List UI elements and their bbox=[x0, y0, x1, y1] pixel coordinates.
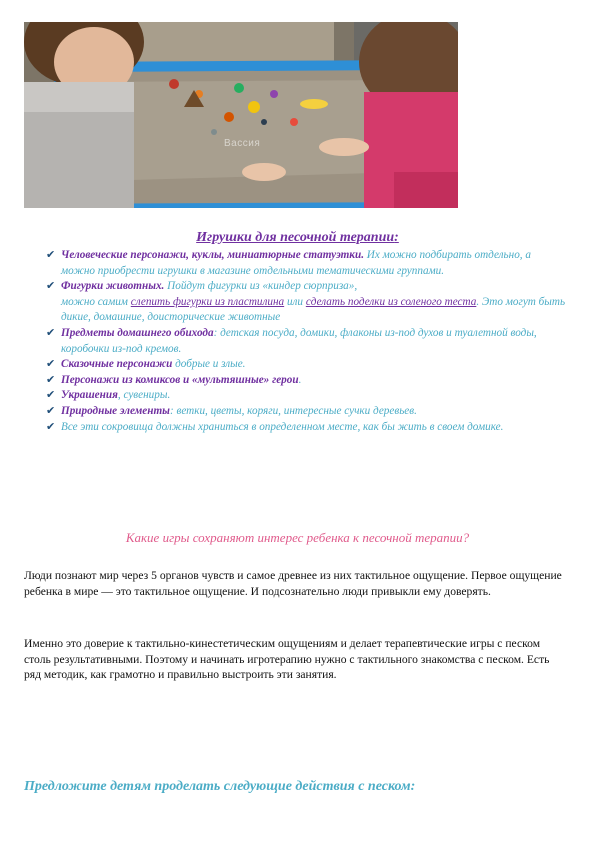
sand-therapy-photo bbox=[24, 22, 458, 208]
games-heading: Какие игры сохраняют интерес ребенка к песочной терапии? bbox=[125, 530, 470, 545]
list-item: ✔ Природные элементы: ветки, цветы, коряги, интересные сучки деревьев. bbox=[46, 404, 566, 420]
checkmark-icon: ✔ bbox=[46, 389, 56, 402]
checkmark-icon: ✔ bbox=[46, 420, 56, 433]
photo-watermark: Вассия bbox=[224, 138, 261, 149]
list-item: ✔ Сказочные персонажи добрые и злые. bbox=[46, 357, 566, 373]
list-item: ✔ Персонажи из комиксов и «мультяшные» герои. bbox=[46, 373, 566, 389]
toys-list bbox=[46, 248, 566, 435]
link-salt-dough[interactable]: сделать поделки из соленого теста bbox=[305, 295, 477, 308]
checkmark-icon: ✔ bbox=[46, 280, 56, 293]
paragraph-trust: Именно это доверие к тактильно-кинестетическим ощущениям и делает терапевтические игры с песком столь результативными. Поэтому и начинать игротерапию нужно с тактильного знакомства с песком. Есть ряд методик, как грамотно и правильно выстроить эти занятия. bbox=[24, 637, 550, 681]
list-item: ✔ Украшения, сувениры. bbox=[46, 388, 566, 404]
paragraph-senses: Люди познают мир через 5 органов чувств и самое древнее из них тактильное ощущение. Первое ощущение ребенка в мире — это тактильное ощущение. И подсознательно люди привыкли ему доверять. bbox=[24, 569, 562, 598]
checkmark-icon: ✔ bbox=[46, 358, 56, 371]
checkmark-icon: ✔ bbox=[46, 373, 56, 386]
list-item: ✔ Все эти сокровища должны храниться в определенном месте, как бы жить в своем домике. bbox=[46, 420, 566, 436]
checkmark-icon: ✔ bbox=[46, 404, 56, 417]
actions-heading: Предложите детям проделать следующие действия с песком: bbox=[24, 779, 416, 794]
sand-tray-illustration bbox=[24, 22, 458, 208]
list-item: ✔ Человеческие персонажи, куклы, миниатюрные статуэтки. Их можно подбирать отдельно, а можно приобрести игрушки в магазине отдельными тематическими группами. bbox=[46, 249, 531, 277]
list-item: ✔ Предметы домашнего обихода: детская посуда, домики, флаконы из-под духов и туалетной воды, коробочки из-под кремов. bbox=[46, 326, 537, 355]
checkmark-icon: ✔ bbox=[46, 326, 56, 339]
list-item: ✔ Фигурки животных. Пойдут фигурки из «киндер сюрприза», можно самим слепить фигурки из пластилина или сделать поделки из соленого теста. Это могут быть дикие, домашние, доисторические животные bbox=[46, 280, 566, 324]
toys-heading: Игрушки для песочной терапии: bbox=[196, 230, 399, 245]
checkmark-icon: ✔ bbox=[46, 249, 56, 261]
link-plasticine[interactable]: слепить фигурки из пластилина bbox=[130, 295, 285, 308]
